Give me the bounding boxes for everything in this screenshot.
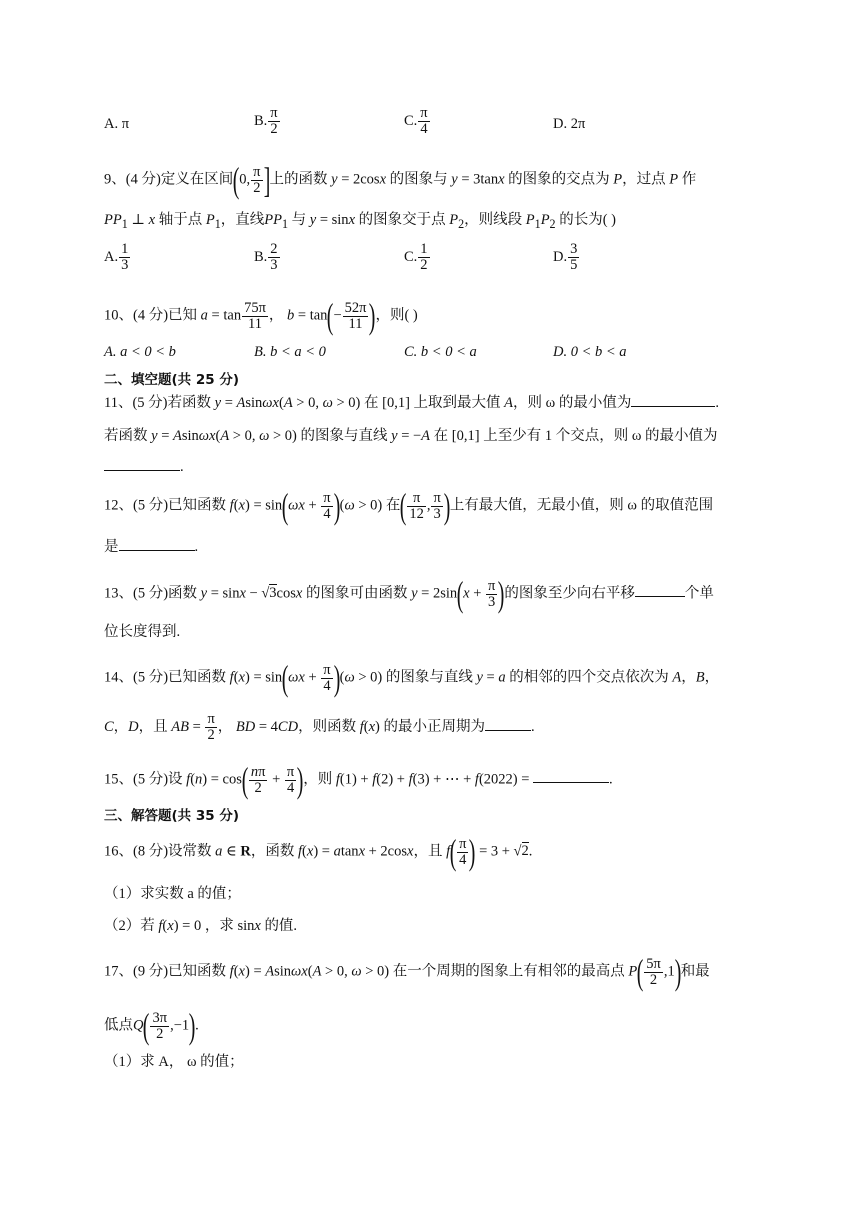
q16-sub-2: （2）若 f(x) = 0 ，求 sinx 的值. xyxy=(104,918,298,934)
q9-option-b: B. $\frac{2}{3}$ xyxy=(254,241,278,273)
q11-line-2: 若函数 y = Asinωx(A > 0, ω > 0) 的图象与直线 y = −A 在 [0,1] 上至少有 1 个交点，则 ω 的最小值为 xyxy=(104,428,718,444)
q9-option-d: D. $\frac{3}{5}$ xyxy=(553,241,578,273)
q17-line-2: 低点Q( $\frac{3\pi}{2}$ ,−1). xyxy=(104,1006,199,1046)
q13-line-1: 13、(5 分)函数 y = sinx − √3cosx 的图象可由函数 y = 2sin(x + $\frac{\pi}{3}$ )的图象至少向右平移 个单 xyxy=(104,574,714,614)
q17-sub-1: （1）求 A， ω 的值； xyxy=(104,1054,244,1070)
q9-option-c: C. $\frac{1}{2}$ xyxy=(404,241,428,273)
q12-line-2: 是 . xyxy=(104,536,760,557)
q11-line-3: . xyxy=(104,456,760,477)
q15-stem: 15、(5 分)设 f(n) = cos( $\frac{n\pi}{2}$ + $\frac{\pi}{4}$ )，则 f(1) + f(2) + f(3) + ⋯ + f(2022) = . xyxy=(104,760,613,800)
q16-stem: 16、(8 分)设常数 a ∈ R，函数 f(x) = atanx + 2cosx，且 f( $\frac{\pi}{4}$ ) = 3 + √2. xyxy=(104,832,533,872)
q10-option-d: D. 0 < b < a xyxy=(553,344,627,360)
q13-line-2: 位长度得到. xyxy=(104,624,181,640)
q9-line-2: $PP_1$ ⊥ x 轴于点 $P_1$，直线$PP_1$ 与 y = sinx 的图象交于点 $P_2$，则线段 $P_1P_2$ 的长为( ) xyxy=(104,212,617,231)
section-2-heading: 二、填空题(共 25 分) xyxy=(104,372,240,388)
q8-option-d: D. 2π xyxy=(553,116,586,132)
q16-sub-1: （1）求实数 a 的值； xyxy=(104,886,241,902)
q9-line-1: 9、(4 分)定义在区间(0, $\frac{\pi}{2}$ ]上的函数 y = 2cosx 的图象与 y = 3tanx 的图象的交点为 P，过点 P 作 xyxy=(104,160,697,200)
q12-line-1: 12、(5 分)已知函数 f(x) = sin(ωx + $\frac{\pi}{4}$ )(ω > 0) 在( $\frac{\pi}{12}$ , $\frac{\pi}{3}$ )上有最大值，无最小值，则 ω 的取值范围 xyxy=(104,486,714,526)
q8-option-c: C. $\frac{\pi}{4}$ xyxy=(404,105,428,137)
q8-option-b: B. $\frac{\pi}{2}$ xyxy=(254,105,278,137)
q10-option-c: C. b < 0 < a xyxy=(404,344,477,360)
q14-line-1: 14、(5 分)已知函数 f(x) = sin(ωx + $\frac{\pi}{4}$ )(ω > 0) 的图象与直线 y = a 的相邻的四个交点依次为 A，B， xyxy=(104,658,720,698)
q10-option-a: A. a < 0 < b xyxy=(104,344,176,360)
section-3-heading: 三、解答题(共 35 分) xyxy=(104,808,240,824)
q9-option-a: A. $\frac{1}{3}$ xyxy=(104,241,129,273)
q10-option-b: B. b < a < 0 xyxy=(254,344,326,360)
q14-line-2: C，D，且 AB = $\frac{\pi}{2}$ ， BD = 4CD，则函数 f(x) 的最小正周期为 . xyxy=(104,711,535,743)
q17-line-1: 17、(9 分)已知函数 f(x) = Asinωx(A > 0, ω > 0) 在一个周期的图象上有相邻的最高点 P( $\frac{5\pi}{2}$ ,1)和最 xyxy=(104,952,710,992)
q10-stem: 10、(4 分)已知 a = tan $\frac{75\pi}{11}$ ， b = tan(− $\frac{52\pi}{11}$ )，则( ) xyxy=(104,296,418,336)
q11-line-1: 11、(5 分)若函数 y = Asinωx(A > 0, ω > 0) 在 [0,1] 上取到最大值 A，则 ω 的最小值为 . xyxy=(104,392,760,413)
q8-option-a: A. π xyxy=(104,116,130,132)
